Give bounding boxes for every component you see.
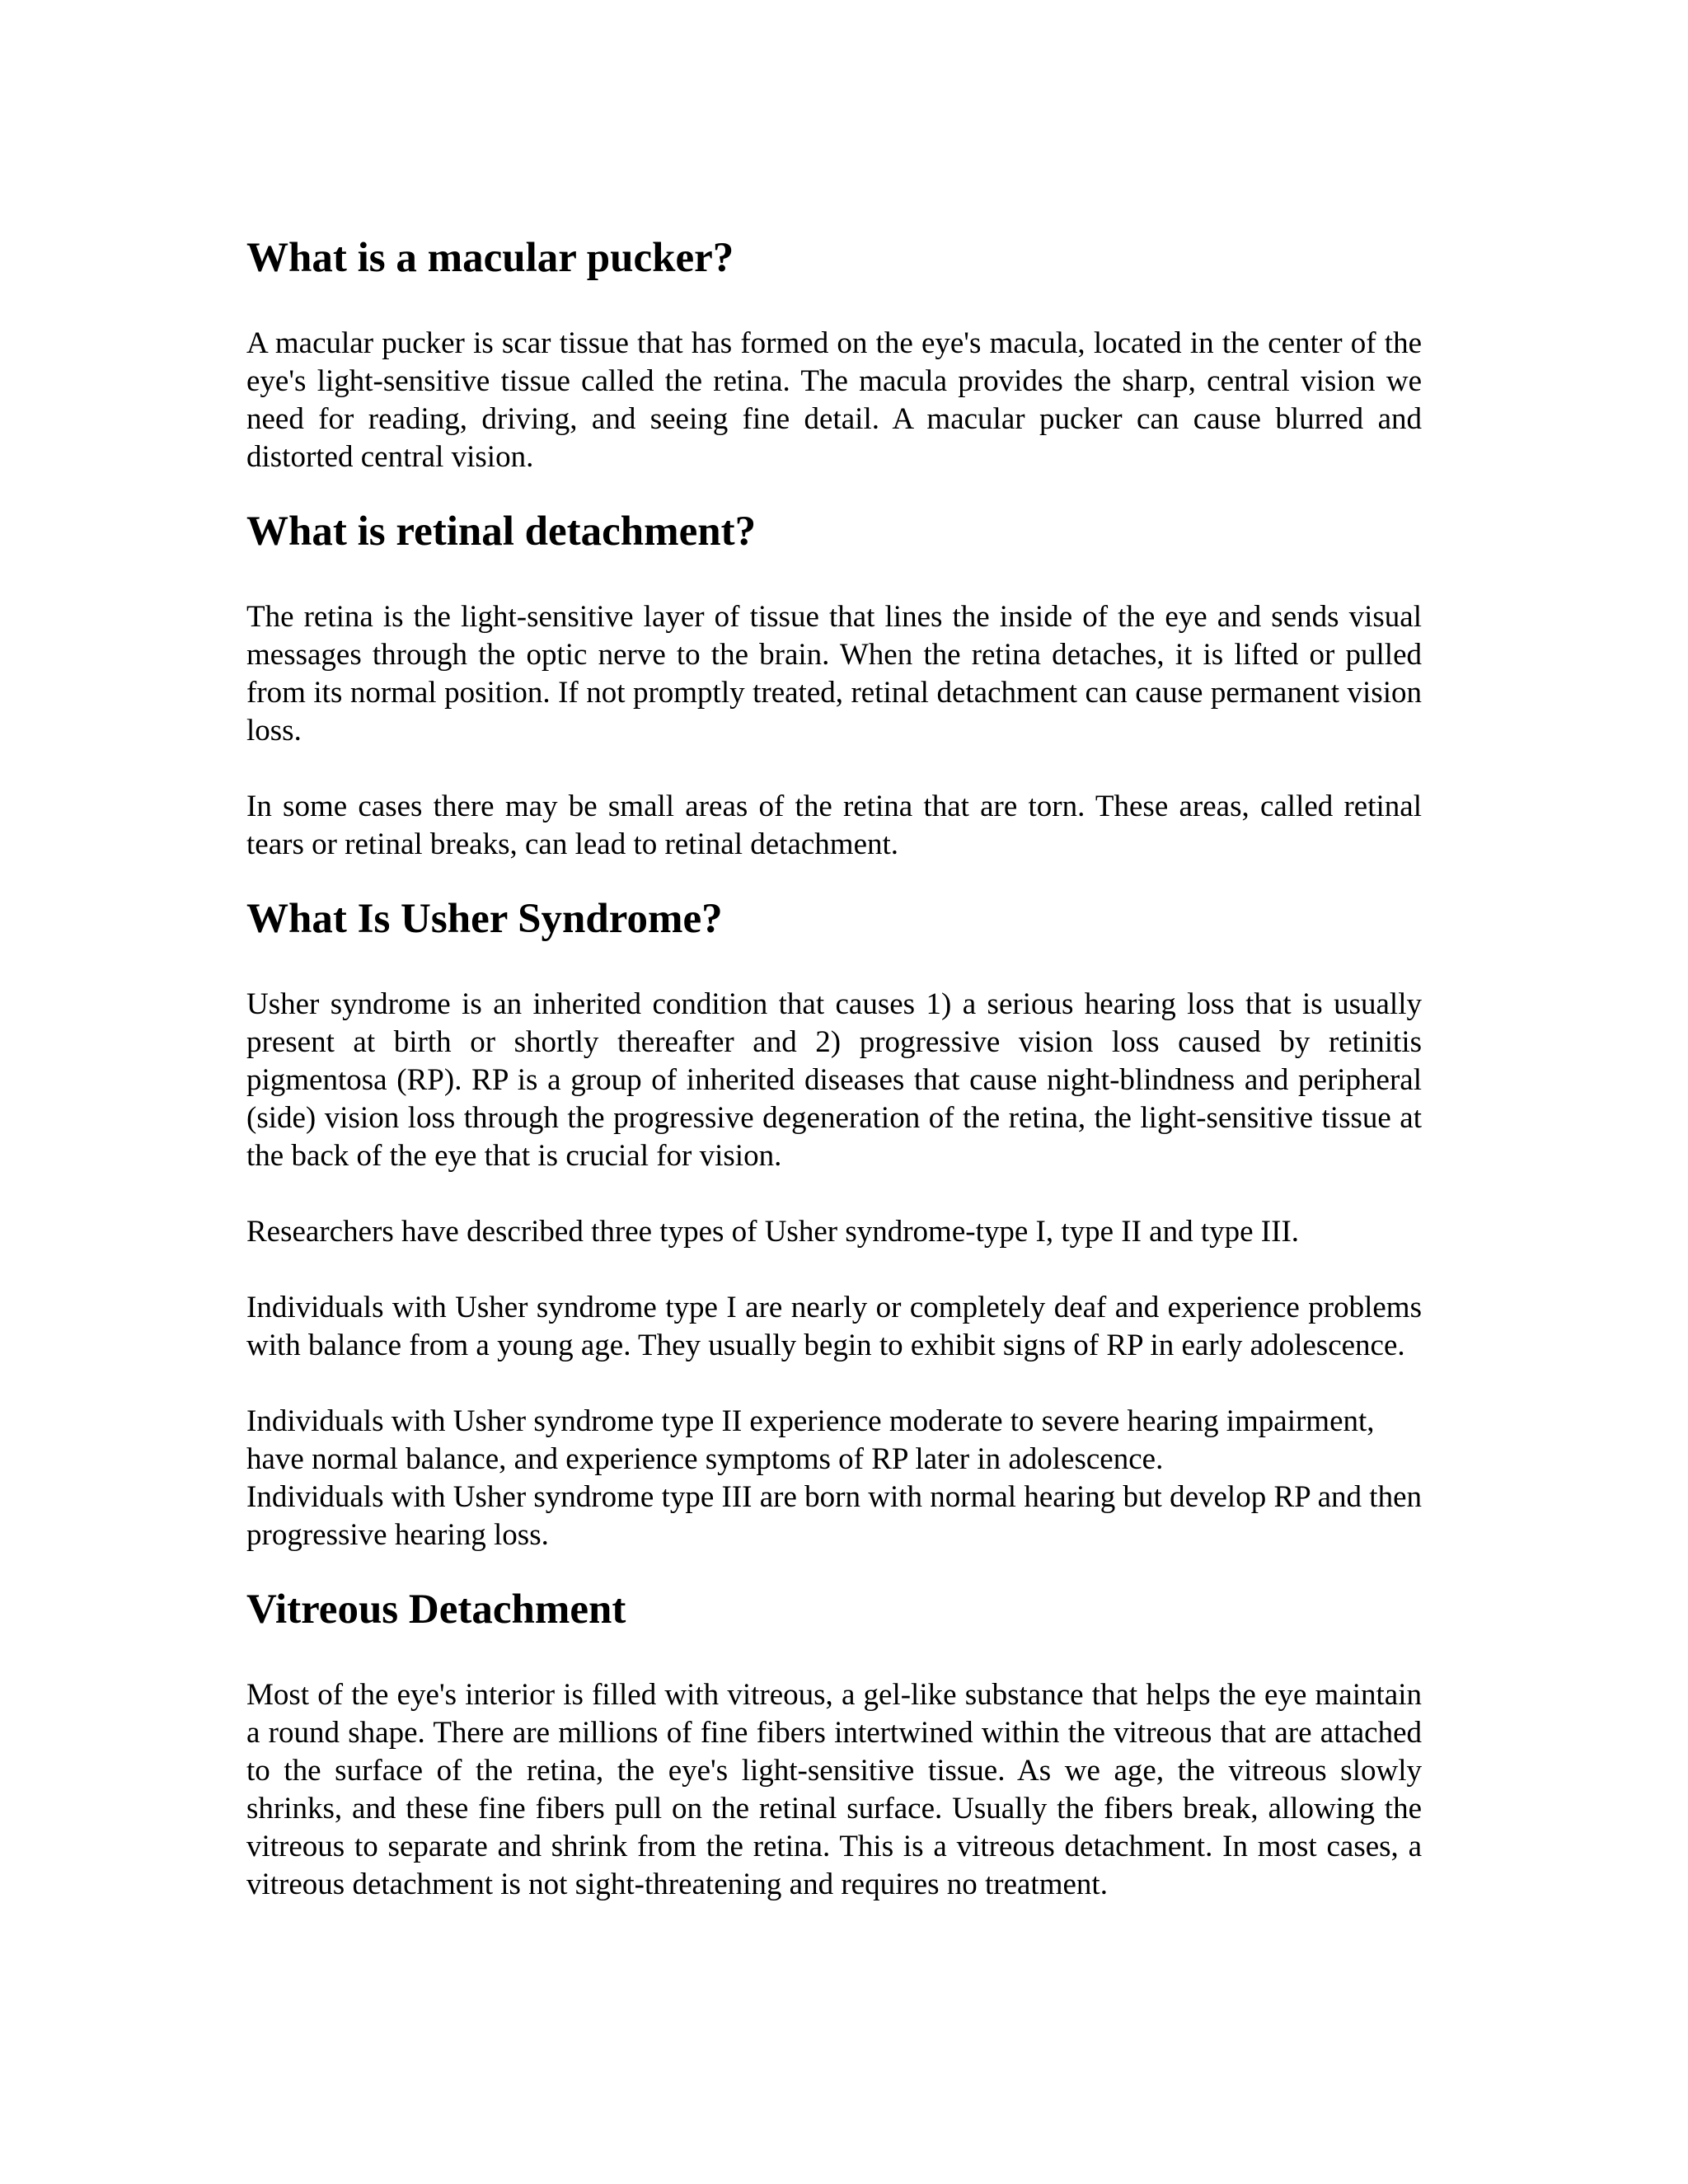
paragraph-usher-1: Usher syndrome is an inherited condition that causes 1) a serious hearing loss that is usually present at birth or shortly thereafter and 2) progressive vision loss caused by retinitis pigmentosa (RP). RP is a group of inherited diseases that cause night-blindness and peripheral (side) vision loss through the progressive degeneration of the retina, the light-sensitive tissue at the back of the eye that is crucial for vision. (246, 987, 1422, 1173)
heading-usher-syndrome: What Is Usher Syndrome? (246, 896, 723, 942)
heading-macular-pucker: What is a macular pucker? (246, 235, 734, 281)
paragraph-vitreous-detachment: Most of the eye's interior is filled with vitreous, a gel-like substance that helps the eye maintain a round shape. There are millions of fine fibers intertwined within the vitreous that are attached to the surface of the retina, the eye's light-sensitive tissue. As we age, the vitreous slowly shrinks, and these fine fibers pull on the retinal surface. Usually the fibers break, allowing the vitreous to separate and shrink from the retina. This is a vitreous detachment. In most cases, a vitreous detachment is not sight-threatening and requires no treatment. (246, 1678, 1422, 1901)
paragraph-usher-4: Individuals with Usher syndrome type II experience moderate to severe hearing impairment, have normal balance, and experience symptoms of RP later in adolescence. (246, 1404, 1375, 1476)
paragraph-usher-3: Individuals with Usher syndrome type I are nearly or completely deaf and experience problems with balance from a young age. They usually begin to exhibit signs of RP in early adolescence. (246, 1291, 1422, 1362)
document-page (246, 233, 1422, 1904)
paragraph-usher-5: Individuals with Usher syndrome type III are born with normal hearing but develop RP and then progressive hearing loss. (246, 1480, 1422, 1552)
paragraph-macular-pucker: A macular pucker is scar tissue that has formed on the eye's macula, located in the center of the eye's light-sensitive tissue called the retina. The macula provides the sharp, central vision we need for reading, driving, and seeing fine detail. A macular pucker can cause blurred and distorted central vision. (246, 326, 1422, 474)
paragraph-usher-2: Researchers have described three types of Usher syndrome-type I, type II and type III. (246, 1215, 1300, 1249)
paragraph-retinal-detachment-1: The retina is the light-sensitive layer of tissue that lines the inside of the eye and sends visual messages through the optic nerve to the brain. When the retina detaches, it is lifted or pulled from its normal position. If not promptly treated, retinal detachment can cause permanent vision loss. (246, 600, 1422, 748)
heading-vitreous-detachment: Vitreous Detachment (246, 1586, 626, 1633)
paragraph-retinal-detachment-2: In some cases there may be small areas of the retina that are torn. These areas, called retinal tears or retinal breaks, can lead to retinal detachment. (246, 790, 1422, 861)
heading-retinal-detachment: What is retinal detachment? (246, 509, 757, 555)
